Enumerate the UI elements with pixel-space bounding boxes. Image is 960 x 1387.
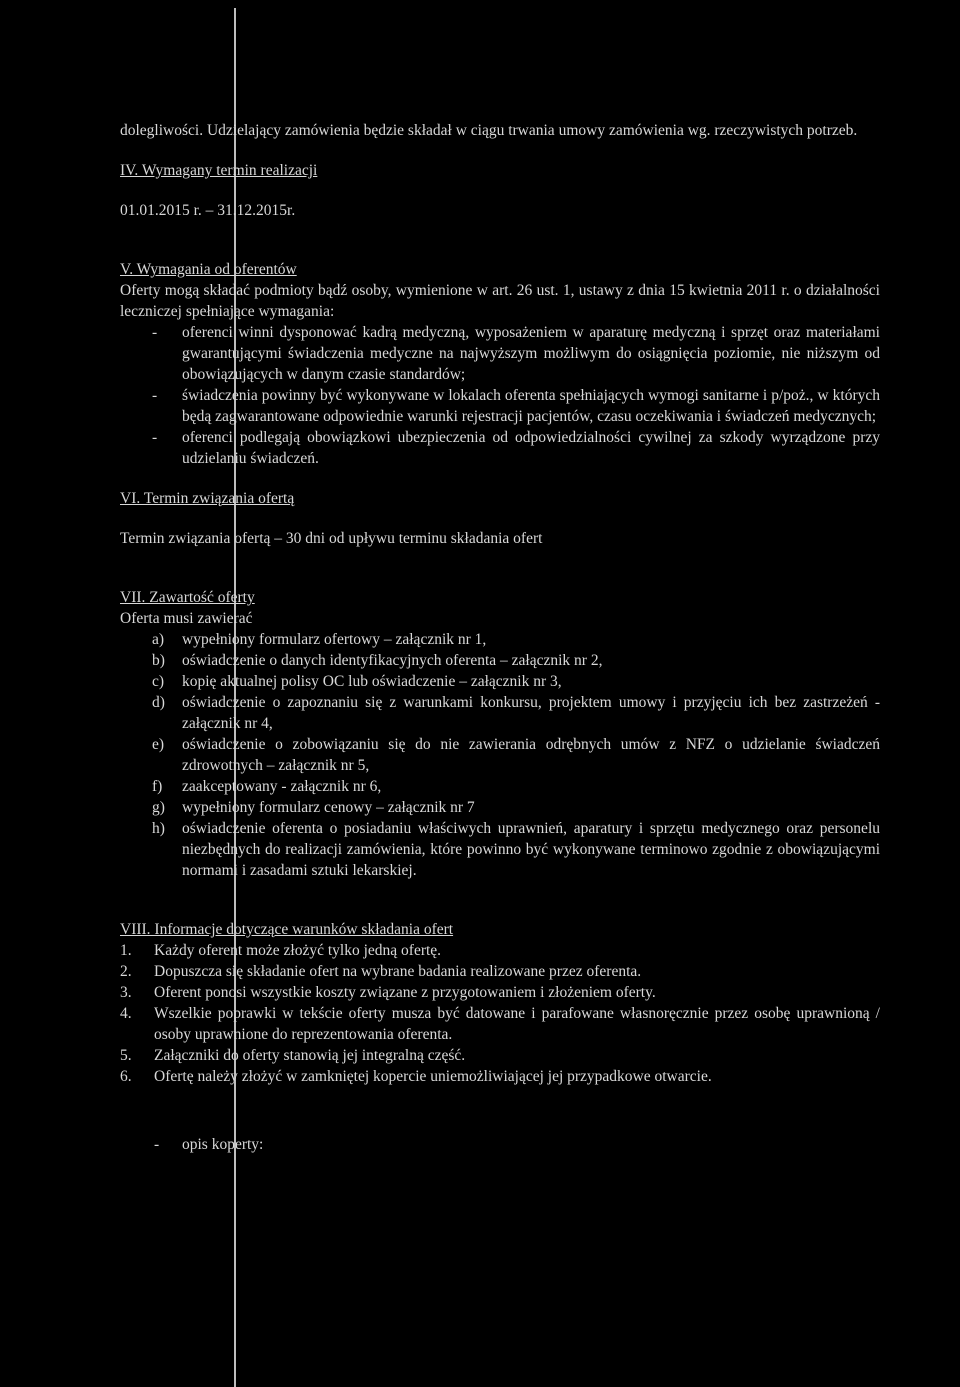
document-page	[120, 120, 880, 1155]
list-item: 6. Ofertę należy złożyć w zamkniętej kopercie uniemożliwiającej jej przypadkowe otwarcie.	[120, 1068, 712, 1085]
list-item: 4. Wszelkie poprawki w tekście oferty musza być datowane i parafowane własnoręcznie przez osobę uprawnioną / osoby uprawnione do reprezentowania oferenta.	[120, 1005, 880, 1043]
section-iv-heading: IV. Wymagany termin realizacji	[120, 162, 318, 179]
list-item: 5. Załączniki do oferty stanowią jej integralną część.	[120, 1047, 466, 1064]
list-item: c) kopię aktualnej polisy OC lub oświadczenie – załącznik nr 3,	[152, 673, 562, 690]
section-iv-text: 01.01.2015 r. – 31.12.2015r.	[120, 202, 296, 219]
envelope-description: - opis koperty:	[154, 1136, 264, 1153]
section-vii-list	[120, 629, 880, 881]
list-item: e) oświadczenie o zobowiązaniu się do nie zawierania odrębnych umów z NFZ o udzielanie świadczeń zdrowotnych – załącznik nr 5,	[152, 736, 880, 774]
section-v-intro: Oferty mogą składać podmioty bądź osoby, wymienione w art. 26 ust. 1, ustawy z dnia 15 kwietnia 2011 r. o działalności leczniczej spełniające wymagania:	[120, 282, 880, 320]
list-item: f) zaakceptowany - załącznik nr 6,	[152, 778, 382, 795]
section-v-list	[120, 322, 880, 469]
section-vii-intro: Oferta musi zawierać	[120, 610, 253, 627]
section-viii-heading: VIII. Informacje dotyczące warunków składania ofert	[120, 921, 454, 938]
intro-text: dolegliwości. Udzielający zamówienia będzie składał w ciągu trwania umowy zamówienia wg. rzeczywistych potrzeb.	[120, 122, 858, 139]
section-vi-heading: VI. Termin związania ofertą	[120, 490, 295, 507]
list-item: d) oświadczenie o zapoznaniu się z warunkami konkursu, projektem umowy i przyjęciu ich bez zastrzeżeń - załącznik nr 4,	[152, 694, 880, 732]
list-item: 2. Dopuszcza się składanie ofert na wybrane badania realizowane przez oferenta.	[120, 963, 642, 980]
section-vii-heading: VII. Zawartość oferty	[120, 589, 255, 606]
list-item: b) oświadczenie o danych identyfikacyjnych oferenta – załącznik nr 2,	[152, 652, 603, 669]
list-item: - oferenci winni dysponować kadrą medyczną, wyposażeniem w aparaturę medyczną i sprzęt oraz materiałami gwarantującymi świadczenia medyczne na najwyższym możliwym do osiągnięcia poziomie, nie niższym od obowiązujących w danym czasie standardów;	[152, 324, 880, 383]
list-item: 1. Każdy oferent może złożyć tylko jedną ofertę.	[120, 942, 442, 959]
list-item: - świadczenia powinny być wykonywane w lokalach oferenta spełniających wymogi sanitarne i p/poż., w których będą zagwarantowane odpowiednie warunki rejestracji pacjentów, czasu oczekiwania i świadczeń medycznych;	[152, 387, 880, 425]
list-item: a) wypełniony formularz ofertowy – załącznik nr 1,	[152, 631, 487, 648]
section-vi-text: Termin związania ofertą – 30 dni od upływu terminu składania ofert	[120, 530, 543, 547]
list-item: - oferenci podlegają obowiązkowi ubezpieczenia od odpowiedzialności cywilnej za szkody wyrządzone przy udzielaniu świadczeń.	[152, 429, 880, 467]
list-item: g) wypełniony formularz cenowy – załącznik nr 7	[152, 799, 475, 816]
list-item: 3. Oferent ponosi wszystkie koszty związane z przygotowaniem i złożeniem oferty.	[120, 984, 656, 1001]
section-viii-list	[120, 940, 880, 1087]
section-v-heading: V. Wymagania od oferentów	[120, 261, 297, 278]
list-item: h) oświadczenie oferenta o posiadaniu właściwych uprawnień, aparatury i sprzętu medycznego oraz personelu niezbędnych do realizacji zamówienia, które powinno być wykonywane terminowo zgodnie z obowiązującymi normami i zasadami sztuki lekarskiej.	[152, 820, 880, 879]
